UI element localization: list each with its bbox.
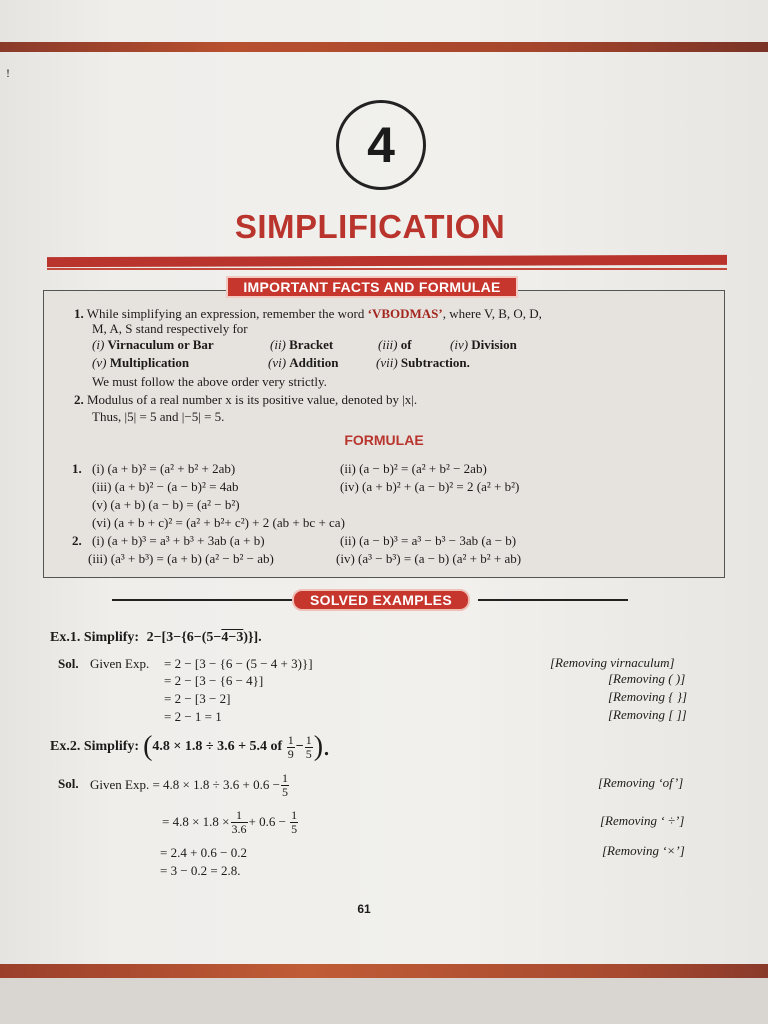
example-1-sol-label: Sol. xyxy=(58,656,79,671)
formula-1-ii: (ii) (a − b)² = (a² + b² − 2ab) xyxy=(340,461,487,476)
formula-1-iv: (iv) (a + b)² + (a − b)² = 2 (a² + b²) xyxy=(340,479,520,494)
formula-2-ii: (ii) (a − b)³ = a³ − b³ − 3ab (a − b) xyxy=(340,533,517,548)
solved-rule-right xyxy=(478,599,628,601)
example-1-step-1: = 2 − [3 − {6 − (5 − 4 + 3)}] xyxy=(164,656,313,671)
example-1-question: Ex.1. Simplify: 2−[3−{6−(5−4−3)}]. xyxy=(50,630,262,645)
formula-1-number: 1. xyxy=(72,461,82,476)
solved-examples-heading: SOLVED EXAMPLES xyxy=(292,589,470,611)
example-2-step-4: = 3 − 0.2 = 2.8. xyxy=(160,863,241,878)
chapter-title: SIMPLIFICATION xyxy=(234,208,506,245)
formula-1-i: (i) (a + b)² = (a² + b² + 2ab) xyxy=(92,461,236,476)
formula-2-iv: (iv) (a³ − b³) = (a − b) (a² + b² + ab) xyxy=(336,551,522,566)
example-1-step-2: = 2 − [3 − {6 − 4}] xyxy=(164,673,264,688)
fact-2-line-1: 2. Modulus of a real number x is its positive value, denoted by |x|. xyxy=(74,392,418,407)
formula-2-i: (i) (a + b)³ = a³ + b³ + 3ab (a + b) xyxy=(92,533,265,548)
example-2-step-2: = 4.8 × 1.8 × $\frac{1}{3.6}$ + 0.6 − $\frac{1}{5}$ xyxy=(162,807,298,836)
page-edge xyxy=(0,978,768,1024)
formula-1-v: (v) (a + b) (a − b) = (a² − b²) xyxy=(92,497,240,512)
example-2-note-3: [Removing ‘×’] xyxy=(602,843,685,858)
fact-1-line-3: We must follow the above order very strictly. xyxy=(92,374,327,389)
example-1-step-3: = 2 − [3 − 2] xyxy=(164,691,231,706)
bottom-decorative-band xyxy=(0,964,768,978)
margin-mark: ! xyxy=(6,66,10,80)
example-1-note-2: [Removing ( )] xyxy=(608,671,686,686)
example-2-step-3: = 2.4 + 0.6 − 0.2 xyxy=(160,845,247,860)
fact-1-line-1: 1. While simplifying an expression, remember the word ‘VBODMAS’, where V, B, O, D, xyxy=(74,306,542,321)
example-2-note-2: [Removing ‘ ÷’] xyxy=(600,813,685,828)
title-rule-thin xyxy=(47,268,727,270)
chapter-number-circle xyxy=(336,100,426,190)
example-2-note-1: [Removing ‘of’] xyxy=(598,775,684,790)
fact-1-line-2: M, A, S stand respectively for xyxy=(92,321,248,336)
formula-1-vi: (vi) (a + b + c)² = (a² + b²+ c²) + 2 (ab + bc + ca) xyxy=(92,515,345,530)
page-number: 61 xyxy=(357,902,371,916)
example-1-note-3: [Removing { }] xyxy=(608,689,687,704)
example-2-sol-label: Sol. xyxy=(58,776,79,791)
top-decorative-band xyxy=(0,42,768,52)
example-1-note-1: [Removing virnaculum] xyxy=(550,655,675,670)
chapter-number: 4 xyxy=(367,117,395,173)
example-1-step-4: = 2 − 1 = 1 xyxy=(164,709,222,724)
example-2-question: Ex.2. Simplify: ( 4.8 × 1.8 ÷ 3.6 + 5.4 of $\frac{1}{9}$ − $\frac{1}{5}$ ). xyxy=(50,731,331,762)
formula-2-number: 2. xyxy=(72,533,82,548)
formula-2-iii: (iii) (a³ + b³) = (a + b) (a² − b² − ab) xyxy=(88,551,274,566)
formulae-heading: FORMULAE xyxy=(344,432,424,448)
solved-rule-left xyxy=(112,599,292,601)
fact-2-line-2: Thus, |5| = 5 and |−5| = 5. xyxy=(92,409,225,424)
example-1-note-4: [Removing [ ]] xyxy=(608,707,687,722)
facts-heading: IMPORTANT FACTS AND FORMULAE xyxy=(226,276,518,298)
example-1-step-1-lhs: Given Exp. xyxy=(90,656,150,671)
formula-1-iii: (iii) (a + b)² − (a − b)² = 4ab xyxy=(92,479,239,494)
example-2-step-1: Given Exp. = 4.8 × 1.8 ÷ 3.6 + 0.6 − $\frac{1}{5}$ xyxy=(90,770,288,799)
